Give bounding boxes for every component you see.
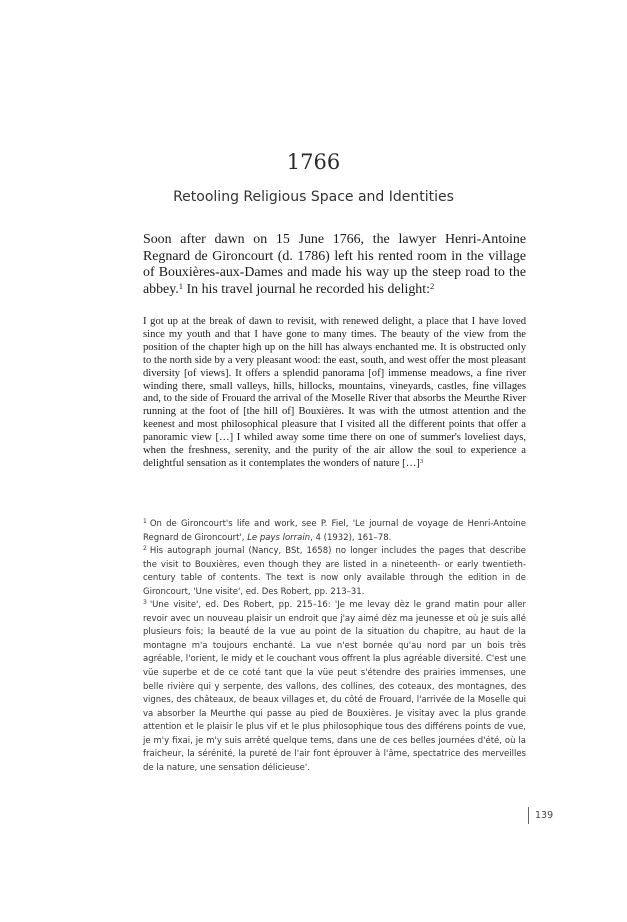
block-quote [143, 316, 526, 471]
footnote-ref-2[interactable]: 2 [429, 280, 435, 291]
intro-paragraph [143, 232, 526, 298]
footnote-number: 2 [143, 545, 147, 553]
chapter-title: Retooling Religious Space and Identities [173, 189, 454, 205]
footnote-text: His autograph journal (Nancy, BSt, 1658) no longer includes the pages that describe the visit to Bouxières, even though they are listed in a nineteenth- or early twentieth-century table of contents. The text is now only available through the edition in de Gironcourt, 'Une visite', ed. Des Robert, pp. 213–31. [143, 546, 526, 597]
quote-text: I got up at the break of dawn to revisit, with renewed delight, a place that I have loved since my youth and that I have gone to many times. The beauty of the view from the position of the chapter high up on the hill has always enchanted me. It is obstructed only to the north side by a very pleasant wood: the east, south, and west offer the most pleasant diversity [of views]. It offers a splendid panorama [of] immense meadows, a fine river winding there, small valleys, hills, hillocks, mountains, vineyards, castles, fine villages and, to the side of Frouard the arrival of the Moselle River that absorbs the Meurthe River running at the foot of [the hill of] Bouxières. It was with the utmost attention and the keenest and most philosophical pleasure that I visited all the different points that offer a panoramic view […] I whiled away some time there on one of summer's loveliest days, when the freshness, serenity, and the purity of the air allow the soul to experience a delightful sensation as it contemplates the wonders of nature […] [143, 316, 526, 469]
footnote-1 [143, 518, 526, 545]
intro-text-continued: In his travel journal he recorded his delight: [183, 281, 430, 297]
footnote-number: 1 [143, 518, 147, 525]
footnote-3 [143, 599, 526, 775]
chapter-number: 1766 [286, 150, 341, 174]
footnote-ref-3[interactable]: 3 [419, 458, 424, 466]
footnote-2 [143, 545, 526, 599]
page-number: 139 [535, 810, 554, 821]
footnotes [143, 518, 526, 775]
footnote-italic: Le pays lorrain [247, 532, 311, 543]
footnote-ref-1[interactable]: 1 [178, 280, 184, 291]
intro-text: Soon after dawn on 15 June 1766, the lawyer Henri-Antoine Regnard de Gironcourt (d. 1786) left his rented room in the village of Bouxières-aux-Dames and made his way up the steep road to the abbey. [143, 232, 526, 297]
folio-divider [528, 807, 529, 824]
footnote-text-end: , 4 (1932), 161–78. [310, 532, 392, 543]
footnote-number: 3 [143, 599, 147, 607]
footnote-text: On de Gironcourt's life and work, see P. Fiel, 'Le journal de voyage de Henri-Antoine Regnard de Gironcourt', [143, 519, 526, 543]
footnote-text: 'Une visite', ed. Des Robert, pp. 215–16: 'Je me levay dèz le grand matin pour aller revoir avec un nouveau plaisir un endroit que j'ay aimé dèz ma jeunesse et où je suis allé plusieurs fois; la beauté de la vue au point de la situation du chapitre, au haut de la montagne m'a toujours enchanté. La vue n'est bornée qu'au nord par un bois très agréable, l'orient, le midy et le couchant vous offrent la plus agréable diversité. C'est une vüe superbe et de ce coté tant que la vüe peut s'étendre des prairies immenses, une belle rivière qui y serpente, des vallons, des collines, des coteaux, des montagnes, des vignes, des châteaux, de beaux villages et, du côté de Frouard, l'arrivée de la Moselle qui va absorber la Meurthe qui passe au pied de Bouxières. Je visitay avec la plus grande attention et le plaisir le plus vif et le plus philosophique tous des différens points de vue, je m'y fixai, je m'y suis arrêté quelque tems, dans une de ces belles journées d'été, où la fraicheur, la sérénité, la pureté de l'air font éprouver à l'âme, spectatrice des merveilles de la nature, une sensation délicieuse'. [143, 600, 526, 773]
